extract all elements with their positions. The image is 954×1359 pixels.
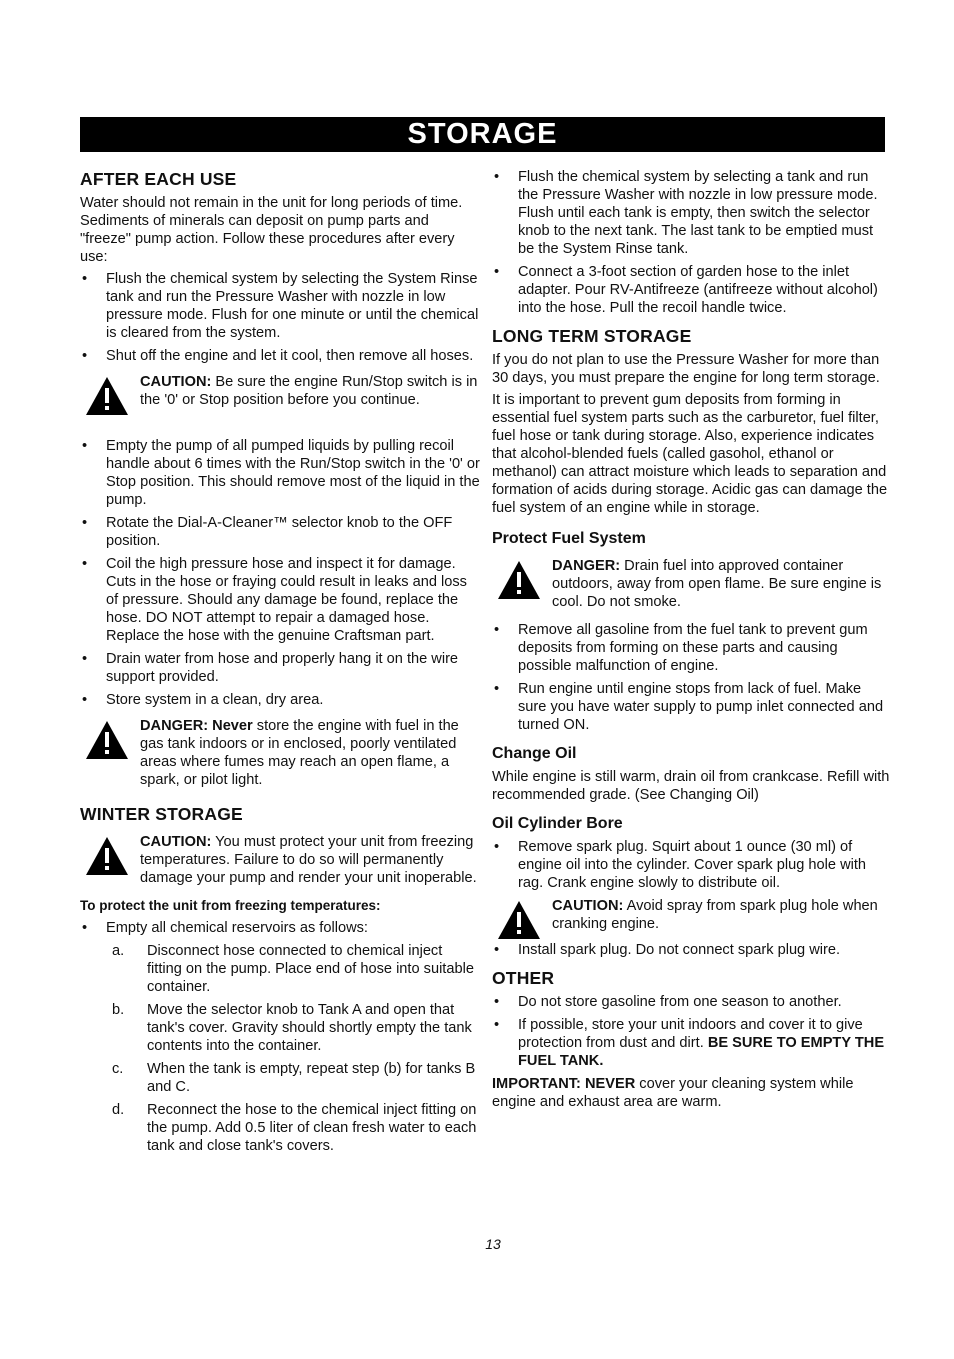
caution-label: CAUTION: bbox=[140, 834, 212, 850]
section-heading-winter-storage: WINTER STORAGE bbox=[80, 804, 243, 824]
page-banner: STORAGE bbox=[80, 117, 885, 152]
list-item: • Drain water from hose and properly hang it on the wire support provided. bbox=[80, 650, 480, 686]
list-item: • Shut off the engine and let it cool, then remove all hoses. bbox=[80, 347, 480, 365]
long-term-paragraph-2: It is important to prevent gum deposits from forming in essential fuel system parts such as the carburetor, fuel filter, fuel hose or tank during storage. Also, experience indicates that alcohol-blended fuels (called gasohol, ethanol or methanol) can attract moisture which leads to separation and formation of acids during storage. Acidic gas can damage the fuel system of an engine while in storage. bbox=[492, 392, 888, 516]
warning-triangle-icon bbox=[497, 560, 541, 600]
list-item: • Coil the high pressure hose and inspect it for damage. Cuts in the hose or fraying could result in leaks and loss of pressure. Should any damage be found, replace the hose. DO NOT attempt to repair a damaged hose. Replace the hose with the genuine Craftsman part. bbox=[80, 555, 480, 645]
protect-fuel-list bbox=[492, 621, 892, 734]
danger-text: Drain fuel into approved container outdoors, away from open flame. Be sure engine is cool. Do not smoke. bbox=[552, 558, 882, 610]
subsection-heading-oil-cylinder: Oil Cylinder Bore bbox=[492, 815, 623, 832]
step-text: Reconnect the hose to the chemical inject fitting on the pump. Add 0.5 liter of clean fresh water to each tank and close tank's covers. bbox=[147, 1102, 477, 1154]
warning-triangle-icon bbox=[85, 836, 129, 876]
caution-label: CAUTION: bbox=[140, 374, 212, 390]
caution-notice bbox=[80, 833, 480, 887]
danger-text: store the engine with fuel in the gas tank indoors or in enclosed, poorly ventilated areas where fumes may reach an open flame, a spark, or pilot light. bbox=[140, 718, 459, 788]
important-note bbox=[492, 1075, 892, 1111]
warning-triangle-icon bbox=[85, 720, 129, 760]
subsection-heading-change-oil: Change Oil bbox=[492, 745, 577, 762]
section-heading-after-each-use: AFTER EACH USE bbox=[80, 169, 237, 189]
danger-label: DANGER: Never bbox=[140, 718, 253, 734]
caution-text: Be sure the engine Run/Stop switch is in the '0' or Stop position before you continue. bbox=[140, 374, 478, 408]
other-list bbox=[492, 993, 892, 1070]
change-oil-text: While engine is still warm, drain oil from crankcase. Refill with recommended grade. (See Changing Oil) bbox=[492, 769, 890, 803]
caution-text: Avoid spray from spark plug hole when cranking engine. bbox=[552, 898, 878, 932]
danger-notice bbox=[80, 717, 480, 789]
danger-notice bbox=[492, 557, 892, 611]
step-marker: a. bbox=[112, 943, 125, 959]
long-term-paragraph-1: If you do not plan to use the Pressure Washer for more than 30 days, you must prepare the engine for long term storage. bbox=[492, 352, 880, 386]
winter-steps bbox=[80, 942, 480, 1155]
winter-list bbox=[80, 919, 480, 937]
step-item bbox=[80, 1101, 480, 1155]
list-item-emphasis: BE SURE TO EMPTY THE FUEL TANK. bbox=[518, 1035, 885, 1069]
step-item bbox=[80, 1001, 480, 1055]
list-item: • Run engine until engine stops from lack of fuel. Make sure you have water supply to pump inlet connected and turned ON. bbox=[492, 680, 892, 734]
danger-label: DANGER: bbox=[552, 558, 621, 574]
after-each-use-list-a bbox=[80, 270, 480, 365]
list-item: • Flush the chemical system by selecting the System Rinse tank and run the Pressure Washer with nozzle in low pressure mode. Flush for one minute or until the chemical is cleared from the system. bbox=[80, 270, 480, 342]
winter-subheading: To protect the unit from freezing temperatures: bbox=[80, 898, 381, 913]
left-column bbox=[80, 168, 480, 1160]
list-item: • Store system in a clean, dry area. bbox=[80, 691, 480, 709]
caution-notice bbox=[492, 897, 892, 937]
right-column bbox=[492, 168, 892, 1115]
subsection-heading-protect-fuel: Protect Fuel System bbox=[492, 530, 646, 547]
list-item-text: If possible, store your unit indoors and cover it to give protection from dust and dirt. bbox=[518, 1017, 863, 1051]
important-text: cover your cleaning system while engine and exhaust area are warm. bbox=[492, 1076, 854, 1110]
list-item: • Rotate the Dial-A-Cleaner™ selector knob to the OFF position. bbox=[80, 514, 480, 550]
list-item: • Do not store gasoline from one season to another. bbox=[492, 993, 892, 1011]
list-item: • Empty all chemical reservoirs as follows: bbox=[80, 919, 480, 937]
warning-triangle-icon bbox=[497, 900, 541, 940]
list-item: • Flush the chemical system by selecting a tank and run the Pressure Washer with nozzle in low pressure mode. Flush until each tank is empty, then switch the selector knob to the next tank. The last tank to be emptied must be the System Rinse tank. bbox=[492, 168, 892, 258]
list-item: • Remove spark plug. Squirt about 1 ounce (30 ml) of engine oil into the cylinder. Cover spark plug hole with rag. Crank engine slowly to distribute oil. bbox=[492, 838, 892, 892]
caution-notice bbox=[80, 373, 480, 427]
list-item: • Install spark plug. Do not connect spark plug wire. bbox=[492, 941, 892, 959]
list-item bbox=[492, 1016, 892, 1070]
step-text: Move the selector knob to Tank A and open that tank's cover. Gravity should shortly empty the tank contents into the container. bbox=[147, 1002, 472, 1054]
section-heading-other: OTHER bbox=[492, 968, 555, 988]
section-heading-long-term-storage: LONG TERM STORAGE bbox=[492, 326, 692, 346]
after-each-use-list-b bbox=[80, 437, 480, 709]
step-item bbox=[80, 1060, 480, 1096]
list-item: • Remove all gasoline from the fuel tank to prevent gum deposits from forming on these parts and causing possible malfunction of engine. bbox=[492, 621, 892, 675]
step-text: When the tank is empty, repeat step (b) for tanks B and C. bbox=[147, 1061, 476, 1095]
oil-cylinder-list bbox=[492, 838, 892, 892]
caution-text: You must protect your unit from freezing temperatures. Failure to do so will permanently damage your pump and render your unit inoperable. bbox=[140, 834, 477, 886]
warning-triangle-icon bbox=[85, 376, 129, 416]
oil-cylinder-list-2 bbox=[492, 941, 892, 959]
step-marker: c. bbox=[112, 1061, 124, 1077]
step-item bbox=[80, 942, 480, 996]
step-marker: d. bbox=[112, 1102, 125, 1118]
step-text: Disconnect hose connected to chemical inject fitting on the pump. Place end of hose into suitable container. bbox=[147, 943, 474, 995]
page-number: 13 bbox=[485, 1236, 501, 1252]
step-marker: b. bbox=[112, 1002, 125, 1018]
important-label: IMPORTANT: NEVER bbox=[492, 1076, 636, 1092]
list-item: • Empty the pump of all pumped liquids by pulling recoil handle about 6 times with the Run/Stop switch in the '0' or Stop position. This should remove most of the liquid in the pump. bbox=[80, 437, 480, 509]
caution-label: CAUTION: bbox=[552, 898, 624, 914]
after-each-use-intro: Water should not remain in the unit for long periods of time. Sediments of minerals can deposit on pump parts and "freeze" pump action. Follow these procedures after every use: bbox=[80, 195, 463, 265]
winter-flush-list bbox=[492, 168, 892, 317]
list-item: • Connect a 3-foot section of garden hose to the inlet adapter. Pour RV-Antifreeze (antifreeze without alcohol) into the hose. Pull the recoil handle twice. bbox=[492, 263, 892, 317]
